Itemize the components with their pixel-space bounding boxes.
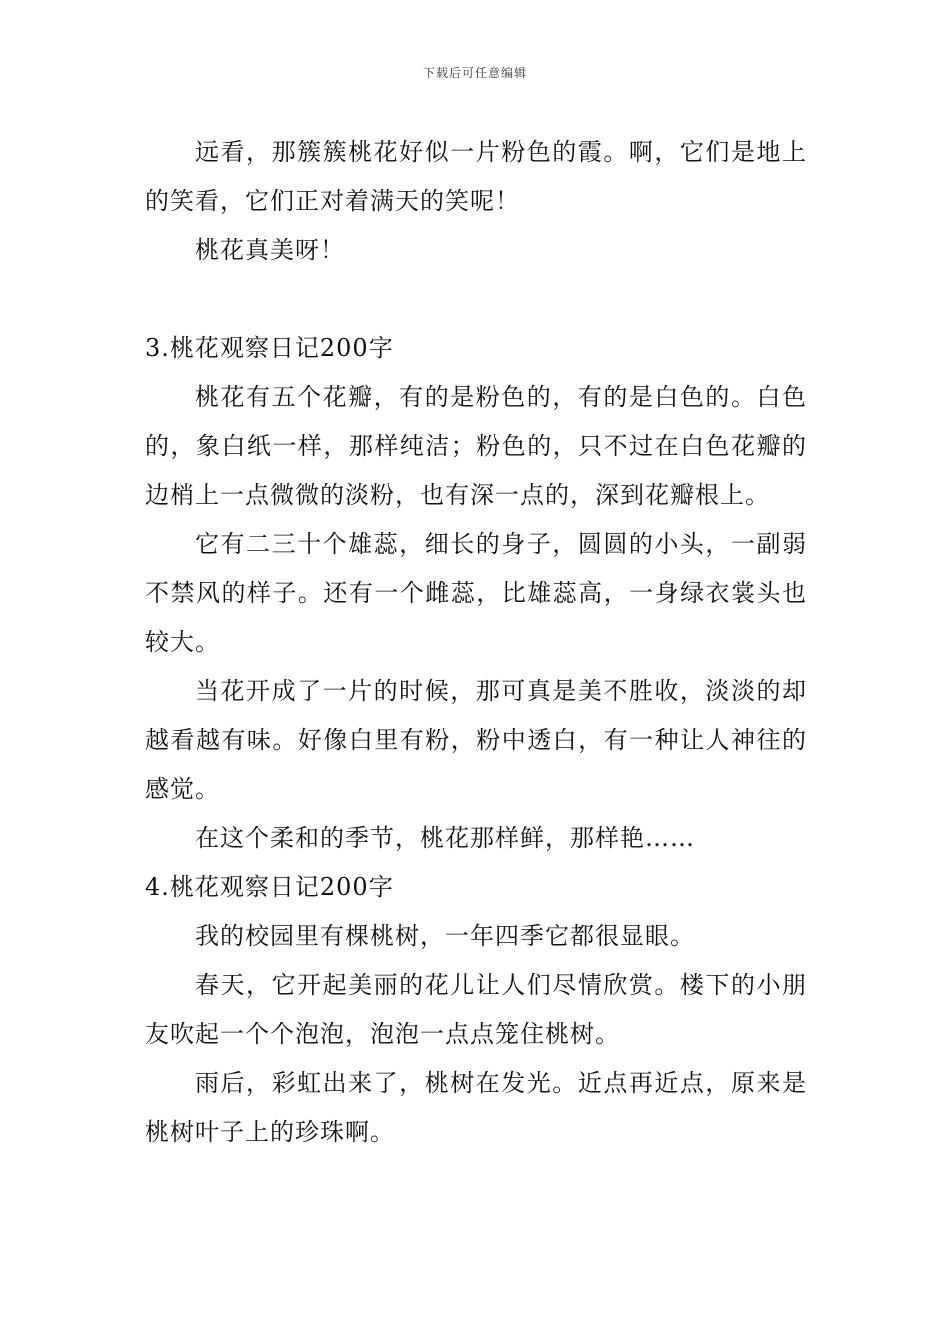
- paragraph: 它有二三十个雄蕊，细长的身子，圆圆的小头，一副弱不禁风的样子。还有一个雌蕊，比雄蕊高，一身绿衣裳头也较大。: [145, 530, 807, 656]
- paragraph: 我的校园里有棵桃树，一年四季它都很显眼。: [195, 922, 695, 950]
- paragraph: 远看，那簇簇桃花好似一片粉色的霞。啊，它们是地上的笑看，它们正对着满天的笑呢！: [145, 138, 807, 215]
- spacer: [145, 275, 807, 324]
- paragraph: 春天，它开起美丽的花儿让人们尽情欣赏。楼下的小朋友吹起一个个泡泡，泡泡一点点笼住桃树。: [145, 971, 807, 1048]
- paragraph: 在这个柔和的季节，桃花那样鲜，那样艳……: [195, 824, 695, 852]
- paragraph: 桃花有五个花瓣，有的是粉色的，有的是白色的。白色的，象白纸一样，那样纯洁；粉色的，只不过在白色花瓣的边梢上一点微微的淡粉，也有深一点的，深到花瓣根上。: [145, 383, 807, 509]
- paragraph: 雨后，彩虹出来了，桃树在发光。近点再近点，原来是桃树叶子上的珍珠啊。: [145, 1069, 807, 1146]
- section-heading: 3.桃花观察日记200字: [145, 334, 394, 362]
- document-body: [145, 128, 807, 1157]
- paragraph: 桃花真美呀！: [195, 236, 345, 264]
- paragraph: 当花开成了一片的时候，那可真是美不胜收，淡淡的却越看越有味。好像白里有粉，粉中透白，有一种让人神往的感觉。: [145, 677, 807, 803]
- page-header-note: 下载后可任意编辑: [422, 66, 527, 80]
- section-heading: 4.桃花观察日记200字: [145, 873, 394, 901]
